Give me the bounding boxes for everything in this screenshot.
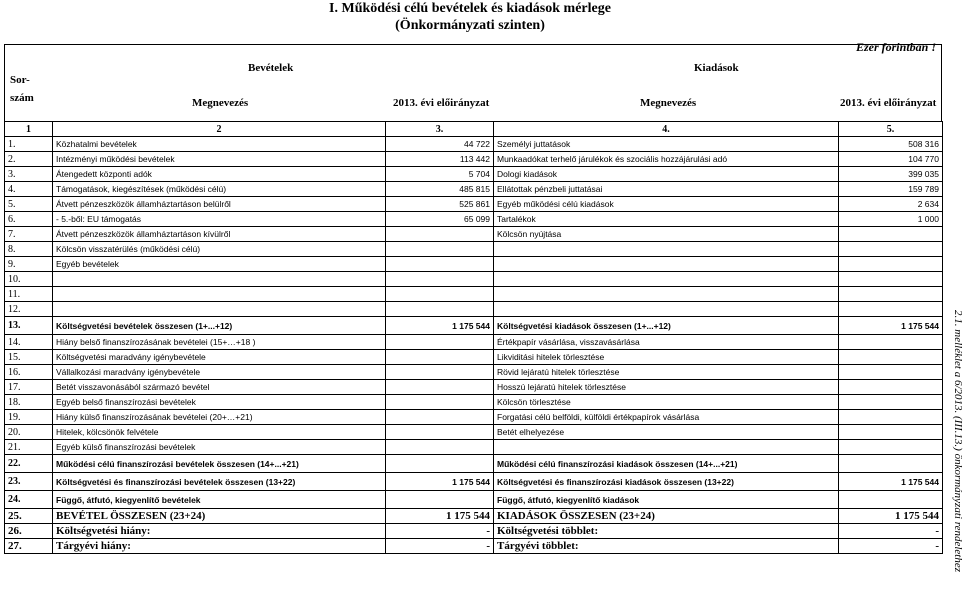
table-row [5,317,943,335]
revenue-name: Átvett pénzeszközök államháztartáson kívülről [53,227,386,242]
expense-value [839,335,943,350]
expense-name: Függő, átfutó, kiegyenlítő kiadások [494,491,839,509]
colnum-1: 1 [5,122,53,137]
revenue-value [386,257,494,272]
expense-value [839,455,943,473]
expense-name: Ellátottak pénzbeli juttatásai [494,182,839,197]
revenue-name [53,287,386,302]
table-row [5,287,943,302]
expense-value [839,272,943,287]
expense-name: Tárgyévi többlet: [494,539,839,554]
expense-value: - [839,539,943,554]
table-row [5,440,943,455]
header-bevetelek: Bevételek [248,62,294,74]
revenue-name: Támogatások, kiegészítések (működési célú) [53,182,386,197]
expense-name [494,440,839,455]
expense-name: Kölcsön nyújtása [494,227,839,242]
revenue-name: Közhatalmi bevételek [53,137,386,152]
table-row [5,473,943,491]
table-row [5,410,943,425]
expense-value [839,410,943,425]
table-row [5,539,943,554]
expense-name: Költségvetési és finanszírozási kiadások összesen (13+22) [494,473,839,491]
revenue-value: 485 815 [386,182,494,197]
revenue-name: Hitelek, kölcsönök felvétele [53,425,386,440]
revenue-value: 525 861 [386,197,494,212]
expense-name [494,272,839,287]
expense-value [839,257,943,272]
header-sorszam-1: Sor- [10,74,30,86]
table-row [5,395,943,410]
revenue-value: 1 175 544 [386,509,494,524]
unit-label: Ezer forintban ! [855,40,936,54]
expense-value [839,491,943,509]
revenue-name: Vállalkozási maradvány igénybevétele [53,365,386,380]
table-row [5,167,943,182]
header-eloiranyzat-left: 2013. évi előirányzat [393,97,490,109]
side-note: 2.1. melléklet a 6/2013. (III.13.) önkormányzati rendelethez [952,310,964,572]
expense-name: Működési célú finanszírozási kiadások összesen (14+...+21) [494,455,839,473]
expense-value [839,227,943,242]
table-row [5,197,943,212]
table-row [5,335,943,350]
expense-value: - [839,524,943,539]
table-row [5,380,943,395]
table-row [5,212,943,227]
revenue-name: Költségvetési és finanszírozási bevételek összesen (13+22) [53,473,386,491]
expense-name: Egyéb működési célú kiadások [494,197,839,212]
row-number: 12. [5,302,53,317]
expense-value [839,440,943,455]
expense-value [839,365,943,380]
row-number: 6. [5,212,53,227]
revenue-value: 113 442 [386,152,494,167]
expense-value: 1 175 544 [839,473,943,491]
revenue-value [386,272,494,287]
revenue-name: Költségvetési maradvány igénybevétele [53,350,386,365]
revenue-value [386,491,494,509]
revenue-name: BEVÉTEL ÖSSZESEN (23+24) [53,509,386,524]
expense-name: Hosszú lejáratú hitelek törlesztése [494,380,839,395]
revenue-name: Költségvetési bevételek összesen (1+...+12) [53,317,386,335]
row-number: 5. [5,197,53,212]
row-number: 4. [5,182,53,197]
revenue-value: 44 722 [386,137,494,152]
table-row [5,242,943,257]
revenue-name: Átvett pénzeszközök államháztartáson belülről [53,197,386,212]
expense-name: Költségvetési kiadások összesen (1+...+12) [494,317,839,335]
row-number: 23. [5,473,53,491]
revenue-value [386,227,494,242]
revenue-value [386,425,494,440]
revenue-value: - [386,539,494,554]
header-megnevezes-right: Megnevezés [640,97,697,109]
expense-name: Forgatási célú belföldi, külföldi értékpapírok vásárlása [494,410,839,425]
header-eloiranyzat-right: 2013. évi előirányzat [840,97,937,109]
expense-value: 508 316 [839,137,943,152]
revenue-value [386,455,494,473]
revenue-name: Hiány belső finanszírozásának bevételei (15+…+18 ) [53,335,386,350]
revenue-value [386,335,494,350]
revenue-name: Egyéb belső finanszírozási bevételek [53,395,386,410]
header-megnevezes-left: Megnevezés [192,97,249,109]
expense-value [839,425,943,440]
revenue-name: Függő, átfutó, kiegyenlítő bevételek [53,491,386,509]
revenue-value: 5 704 [386,167,494,182]
table-row [5,350,943,365]
expense-name [494,242,839,257]
table-row [5,509,943,524]
balance-table [4,121,943,554]
expense-name: Betét elhelyezése [494,425,839,440]
revenue-name: Intézményi működési bevételek [53,152,386,167]
expense-value: 2 634 [839,197,943,212]
page-subtitle: (Önkormányzati szinten) [395,18,545,33]
page-title: I. Működési célú bevételek és kiadások mérlege [329,1,611,16]
revenue-name: Kölcsön visszatérülés (működési célú) [53,242,386,257]
revenue-value: 1 175 544 [386,317,494,335]
expense-name: Likviditási hitelek törlesztése [494,350,839,365]
row-number: 21. [5,440,53,455]
row-number: 20. [5,425,53,440]
row-number: 25. [5,509,53,524]
expense-name: Személyi juttatások [494,137,839,152]
table-row [5,365,943,380]
table-row [5,272,943,287]
table-row [5,257,943,272]
expense-name: KIADÁSOK ÖSSZESEN (23+24) [494,509,839,524]
row-number: 10. [5,272,53,287]
revenue-name: Tárgyévi hiány: [53,539,386,554]
expense-value: 399 035 [839,167,943,182]
revenue-value: - [386,524,494,539]
row-number: 26. [5,524,53,539]
colnum-4: 4. [494,122,839,137]
row-number: 14. [5,335,53,350]
expense-name: Munkaadókat terhelő járulékok és szociális hozzájárulási adó [494,152,839,167]
expense-value: 1 000 [839,212,943,227]
header-sorszam-2: szám [10,92,34,104]
expense-value: 104 770 [839,152,943,167]
revenue-value [386,395,494,410]
revenue-value: 65 099 [386,212,494,227]
row-number: 15. [5,350,53,365]
row-number: 7. [5,227,53,242]
row-number: 24. [5,491,53,509]
revenue-value [386,380,494,395]
expense-value [839,242,943,257]
table-row [5,455,943,473]
column-number-row [5,122,943,137]
expense-value [839,350,943,365]
row-number: 3. [5,167,53,182]
revenue-name: Költségvetési hiány: [53,524,386,539]
revenue-value: 1 175 544 [386,473,494,491]
expense-value: 1 175 544 [839,509,943,524]
expense-name: Dologi kiadások [494,167,839,182]
row-number: 17. [5,380,53,395]
revenue-name: Átengedett központi adók [53,167,386,182]
row-number: 11. [5,287,53,302]
expense-name: Költségvetési többlet: [494,524,839,539]
expense-name [494,257,839,272]
header-frame [4,44,942,121]
table-row [5,152,943,167]
revenue-name: Hiány külső finanszírozásának bevételei (20+…+21) [53,410,386,425]
row-number: 9. [5,257,53,272]
expense-name: Kölcsön törlesztése [494,395,839,410]
expense-name [494,302,839,317]
revenue-name: Egyéb bevételek [53,257,386,272]
table-row [5,425,943,440]
table-row [5,302,943,317]
revenue-value [386,287,494,302]
row-number: 18. [5,395,53,410]
row-number: 22. [5,455,53,473]
row-number: 2. [5,152,53,167]
table-row [5,491,943,509]
revenue-name: Működési célú finanszírozási bevételek összesen (14+...+21) [53,455,386,473]
expense-name: Értékpapír vásárlása, visszavásárlása [494,335,839,350]
revenue-name: Betét visszavonásából származó bevétel [53,380,386,395]
table-row [5,524,943,539]
revenue-name: - 5.-ből: EU támogatás [53,212,386,227]
revenue-name: Egyéb külső finanszírozási bevételek [53,440,386,455]
table-row [5,137,943,152]
expense-value [839,395,943,410]
row-number: 8. [5,242,53,257]
revenue-name [53,302,386,317]
expense-value: 159 789 [839,182,943,197]
revenue-value [386,365,494,380]
row-number: 27. [5,539,53,554]
row-number: 13. [5,317,53,335]
revenue-name [53,272,386,287]
header-kiadasok: Kiadások [694,62,739,74]
expense-value [839,302,943,317]
row-number: 19. [5,410,53,425]
expense-value: 1 175 544 [839,317,943,335]
revenue-value [386,440,494,455]
colnum-2: 2 [53,122,386,137]
revenue-value [386,302,494,317]
expense-value [839,287,943,302]
expense-name: Rövid lejáratú hitelek törlesztése [494,365,839,380]
table-row [5,227,943,242]
expense-name [494,287,839,302]
colnum-5: 5. [839,122,943,137]
revenue-value [386,242,494,257]
colnum-3: 3. [386,122,494,137]
expense-name: Tartalékok [494,212,839,227]
expense-value [839,380,943,395]
row-number: 1. [5,137,53,152]
revenue-value [386,350,494,365]
row-number: 16. [5,365,53,380]
revenue-value [386,410,494,425]
table-row [5,182,943,197]
